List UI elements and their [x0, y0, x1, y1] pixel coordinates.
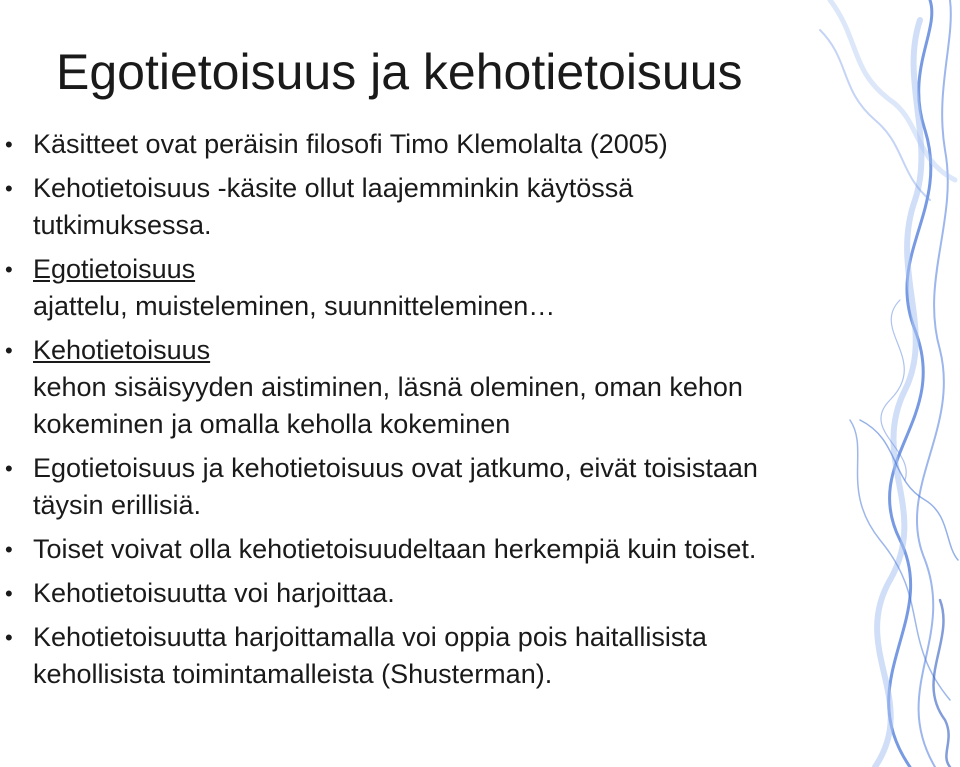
- bullet-text: Kehotietoisuus -käsite ollut laajemminkin käytössä: [33, 173, 634, 203]
- bullet-icon: •: [5, 176, 13, 201]
- bullet-icon: •: [5, 625, 13, 650]
- bullet-text: Kehotietoisuutta voi harjoittaa.: [33, 578, 395, 608]
- bullet-icon: •: [5, 581, 13, 606]
- bullet-text: ajattelu, muisteleminen, suunnitteleminen…: [33, 291, 556, 321]
- bullet-icon: •: [5, 338, 13, 363]
- bullet-text: täysin erillisiä.: [33, 490, 202, 520]
- bullet-item: [0, 251, 900, 325]
- bullet-text: kokeminen ja omalla keholla kokeminen: [33, 409, 511, 439]
- bullet-icon: •: [5, 132, 13, 157]
- slide-title: Egotietoisuus ja kehotietoisuus: [56, 44, 743, 100]
- bullet-text: Kehotietoisuutta harjoittamalla voi oppia pois haitallisista: [33, 622, 707, 652]
- bullet-text: kehollisista toimintamalleista (Shusterman).: [33, 659, 553, 689]
- bullet-item: [0, 170, 900, 244]
- bullet-item: [0, 332, 900, 443]
- bullet-icon: •: [5, 257, 13, 282]
- bullet-item: [0, 619, 900, 693]
- bullet-icon: •: [5, 537, 13, 562]
- bullet-item: [0, 531, 900, 568]
- bullet-text: tutkimuksessa.: [33, 210, 212, 240]
- bullet-icon: •: [5, 456, 13, 481]
- bullet-item: [0, 575, 900, 612]
- bullet-heading: Kehotietoisuus: [33, 335, 211, 365]
- bullet-text: Egotietoisuus ja kehotietoisuus ovat jatkumo, eivät toisistaan: [33, 453, 758, 483]
- bullet-item: [0, 450, 900, 524]
- bullet-heading: Egotietoisuus: [33, 254, 196, 284]
- bullet-text: Käsitteet ovat peräisin filosofi Timo Klemolalta (2005): [33, 129, 668, 159]
- bullet-text: kehon sisäisyyden aistiminen, läsnä oleminen, oman kehon: [33, 372, 743, 402]
- bullet-list: [0, 126, 900, 700]
- bullet-item: [0, 126, 900, 163]
- bullet-text: Toiset voivat olla kehotietoisuudeltaan herkempiä kuin toiset.: [33, 534, 757, 564]
